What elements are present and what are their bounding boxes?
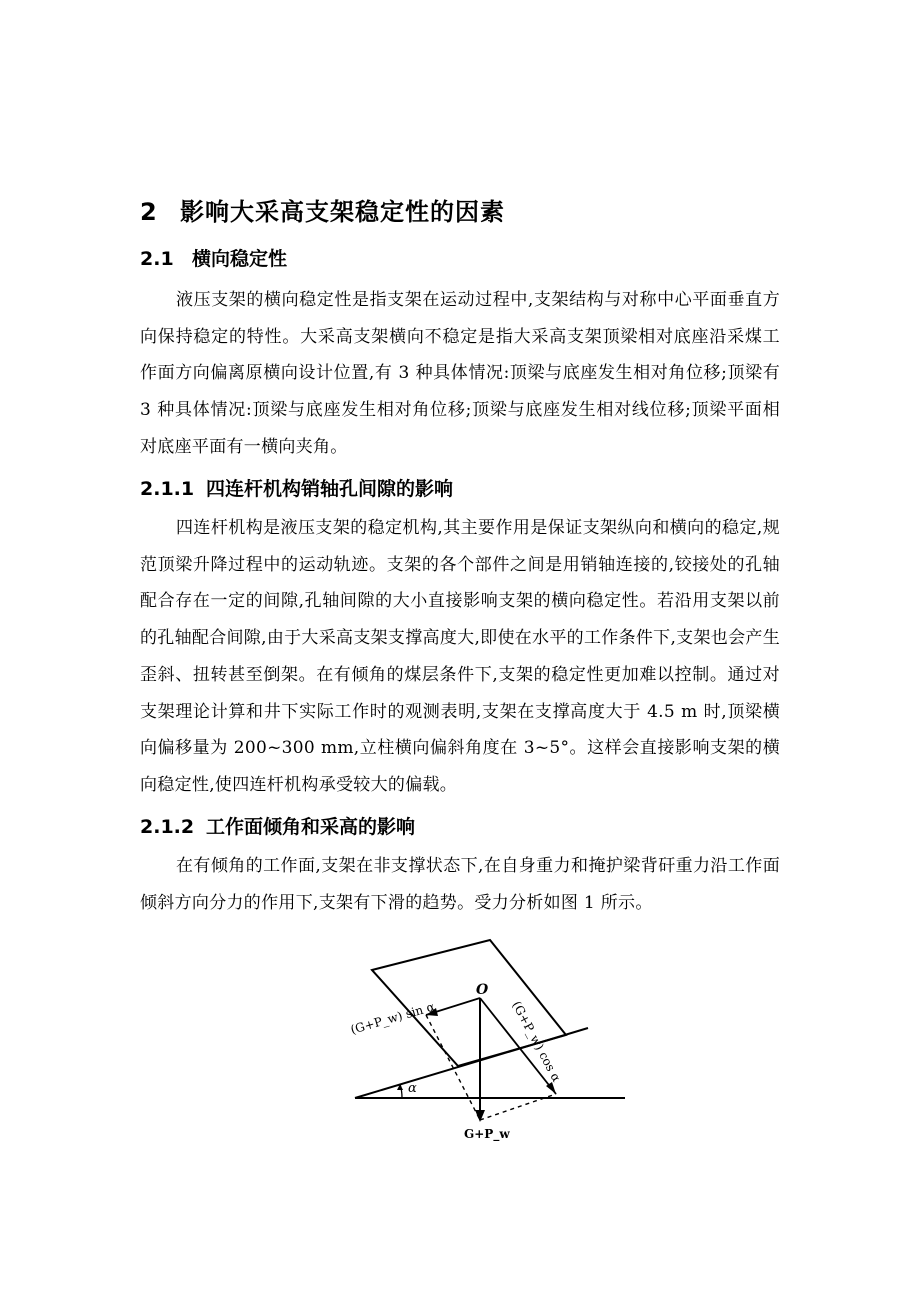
section-number: 2	[140, 198, 158, 226]
weight-arrowhead	[475, 1110, 485, 1122]
subsubsection-title-1: 四连杆机构销轴孔间隙的影响	[206, 478, 454, 500]
subsection-heading	[140, 244, 287, 271]
subsubsection-heading-1	[140, 474, 453, 501]
subsubsection-paragraph-1: 四连杆机构是液压支架的稳定机构,其主要作用是保证支架纵向和横向的稳定,规范顶梁升降过程中的运动轨迹。支架的各个部件之间是用销轴连接的,铰接处的孔轴配合存在一定的间隙,孔轴间隙的大小直接影响支架的横向稳定性。若沿用支架以前的孔轴配合间隙,由于大采高支架支撑高度大,即使在水平的工作条件下,支架也会产生歪斜、扭转甚至倒架。在有倾角的煤层条件下,支架的稳定性更加难以控制。通过对支架理论计算和井下实际工作时的观测表明,支架在支撑高度大于 4.5 m 时,顶梁横向偏移量为 200~300 mm,立柱横向偏斜角度在 3~5°。这样会直接影响支架的横向稳定性,使四连杆机构承受较大的偏载。	[140, 518, 780, 795]
label-alpha: α	[408, 1081, 417, 1096]
force-diagram-figure	[340, 930, 640, 1150]
section-heading	[140, 192, 505, 227]
subsubsection-paragraph-2: 在有倾角的工作面,支架在非支撑状态下,在自身重力和掩护梁背矸重力沿工作面倾斜方向分力的作用下,支架有下滑的趋势。受力分析如图 1 所示。	[140, 856, 780, 913]
section-title: 影响大采高支架稳定性的因素	[180, 198, 505, 226]
label-weight: G+P_w	[464, 1127, 510, 1141]
subsubsection-number-2: 2.1.2	[140, 816, 195, 838]
subsubsection-heading-2	[140, 812, 415, 839]
subsubsection-title-2: 工作面倾角和采高的影响	[206, 816, 416, 838]
subsection-paragraph: 液压支架的横向稳定性是指支架在运动过程中,支架结构与对称中心平面垂直方向保持稳定的特性。大采高支架横向不稳定是指大采高支架顶梁相对底座沿采煤工作面方向偏离原横向设计位置,有 3 种具体情况:顶梁与底座发生相对角位移;顶梁有 3 种具体情况:顶梁与底座发生相对角位移;顶梁与底座发生相对线位移;顶梁平面相对底座平面有一横向夹角。	[140, 290, 780, 457]
subsection-title: 横向稳定性	[192, 248, 288, 270]
label-sin-component: (G+P_w) sin α	[348, 999, 437, 1037]
subsection-number: 2.1	[140, 248, 174, 270]
subsubsection-number-1: 2.1.1	[140, 478, 195, 500]
dashed-line-left	[426, 1015, 480, 1120]
label-cos-component: (G+P_w) cos α	[509, 998, 564, 1085]
label-o: O	[476, 982, 489, 998]
